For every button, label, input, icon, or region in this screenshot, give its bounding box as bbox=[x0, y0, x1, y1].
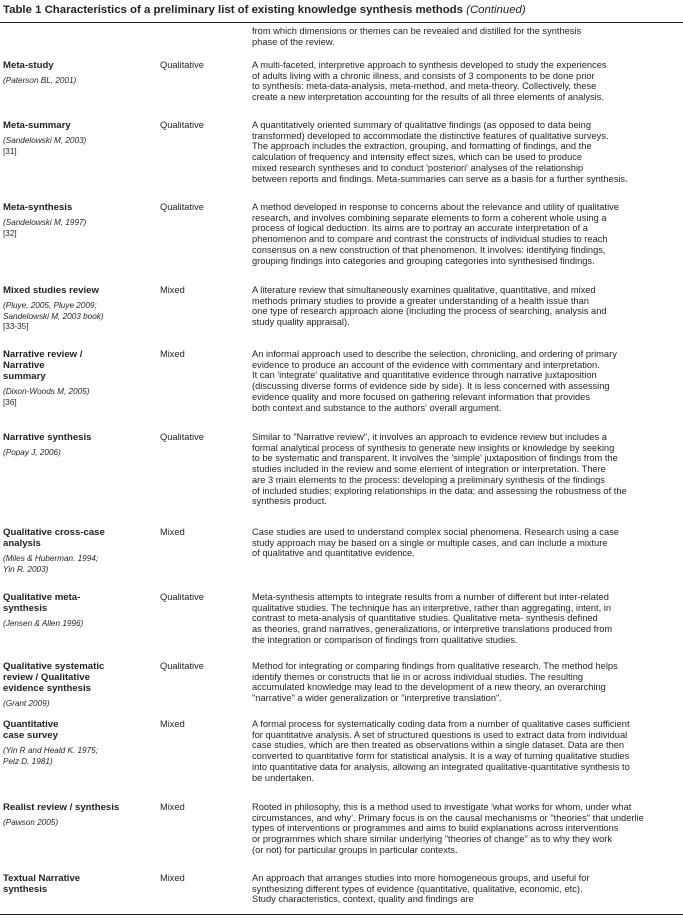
method-name: Textual Narrative bbox=[3, 873, 81, 884]
description-line: one type of research approach alone (including the process of searching, analysis and bbox=[252, 306, 607, 317]
description-line: A method developed in response to concerns about the relevance and utility of qualitative bbox=[252, 202, 619, 212]
method-description bbox=[252, 527, 680, 559]
method-description bbox=[252, 719, 680, 783]
description-line: the integration or comparison of findings from qualitative studies. bbox=[252, 634, 518, 645]
description-line: as theories, grand narratives, generalizations, or interpretive translations produced from bbox=[252, 624, 613, 635]
description-line: mixed research syntheses and to conduct 'posteriori' analyses of the relationship bbox=[252, 162, 584, 173]
description-line: to synthesis: meta-data-analysis, meta-method, and meta-theory. Collectively, these bbox=[252, 81, 597, 92]
method-name: Qualitative cross-case bbox=[3, 527, 105, 538]
method-cell bbox=[3, 349, 153, 408]
citation-line bbox=[3, 398, 153, 409]
description-line: study quality appraisal). bbox=[252, 317, 350, 328]
method-reference: (Paterson BL, 2001) bbox=[3, 76, 77, 85]
description-line: of included studies; exploring relationships in the data; and assessing the robustness of the bbox=[252, 485, 627, 496]
description-line: Rooted in philosophy, this is a method used to investigate 'what works for whom, under what bbox=[252, 802, 632, 812]
description-line: phenomenon and to compare and contrast the constructs of individual studies to reach bbox=[252, 234, 608, 245]
description-line: are 3 main elements to the process: developing a preliminary synthesis of the findings bbox=[252, 474, 605, 485]
description-line: types of interventions or programmes and aims to build explanations across interventions bbox=[252, 823, 619, 834]
method-description bbox=[252, 432, 680, 507]
method-description bbox=[252, 349, 680, 413]
synthesis-type: Qualitative bbox=[160, 592, 204, 602]
description-line: evidence to produce an account of the evidence with commentary and interpretation. bbox=[252, 359, 600, 370]
description-line: study approach may be based on a single or multiple cases, and can include a mixture bbox=[252, 537, 608, 548]
description-line: circumstances, and why'. Primary focus is on the causal mechanisms or "theories" that underlie bbox=[252, 812, 644, 823]
synthesis-type: Mixed bbox=[160, 527, 185, 537]
method-name: analysis bbox=[3, 538, 41, 549]
description-line: It can 'integrate' qualitative and quantitative evidence through narrative juxtaposition bbox=[252, 370, 597, 381]
method-name: Qualitative systematic bbox=[3, 661, 105, 672]
method-cell bbox=[3, 873, 153, 895]
description-line: identify themes or constructs that lie in or across individual studies. The resulting bbox=[252, 671, 584, 682]
citation-line bbox=[3, 147, 153, 158]
method-reference: (Miles & Huberman. 1994; bbox=[3, 554, 99, 563]
continued-description bbox=[252, 26, 680, 47]
citation-number: [31] bbox=[3, 146, 17, 156]
synthesis-type: Mixed bbox=[160, 349, 185, 359]
description-line: contrast to meta-analysis of quantitative studies. Qualitative meta- synthesis defined bbox=[252, 613, 598, 624]
description-line: or programmes which share similar underlying "theories of change" as to why they work bbox=[252, 834, 613, 845]
synthesis-type: Qualitative bbox=[160, 60, 204, 70]
description-line: to be systematic and transparent. It involves the 'simple' juxtaposition of findings from the bbox=[252, 453, 618, 464]
method-description bbox=[252, 661, 680, 704]
method-reference: (Yin R and Heald K. 1975; bbox=[3, 746, 98, 755]
method-name: Quantitative bbox=[3, 719, 59, 730]
description-line: case studies, which are then treated as observations within a single dataset. Data are then bbox=[252, 740, 625, 751]
synthesis-type: Mixed bbox=[160, 802, 185, 812]
method-name: Meta-summary bbox=[3, 120, 71, 131]
description-line: Study characteristics, context, quality and findings are bbox=[252, 894, 474, 905]
method-name: summary bbox=[3, 371, 46, 382]
method-name: synthesis bbox=[3, 884, 48, 895]
method-reference: (Grant 2009) bbox=[3, 699, 50, 708]
method-name: Narrative bbox=[3, 360, 45, 371]
description-line: grouping findings into categories and grouping categories into synthesised findings. bbox=[252, 255, 595, 266]
description-line: qualitative studies. The technique has an interpretive, rather than aggregating, intent, in bbox=[252, 602, 612, 613]
method-cell bbox=[3, 120, 153, 157]
description-line: A literature review that simultaneously examines qualitative, quantitative, and mixed bbox=[252, 285, 596, 295]
method-cell bbox=[3, 719, 153, 767]
description-line: "narrative" a wider generalization or "interpretive translation". bbox=[252, 693, 502, 704]
method-description bbox=[252, 873, 680, 905]
table-caption bbox=[3, 3, 681, 17]
description-line: consensus on a new construction of that phenomenon. It involves: identifying findings, bbox=[252, 244, 606, 255]
description-line: between reports and findings. Meta-summaries can serve as a basis for a further synthesis. bbox=[252, 173, 628, 184]
synthesis-type: Mixed bbox=[160, 285, 185, 295]
method-description bbox=[252, 592, 680, 646]
description-line: process of logical deduction. Its aims are to portray an accurate interpretation of a bbox=[252, 223, 588, 234]
bottom-rule bbox=[0, 914, 683, 915]
caption-continued: (Continued) bbox=[466, 4, 526, 16]
method-reference: (Popay J, 2006) bbox=[3, 448, 61, 457]
description-line: The approach includes the extraction, grouping, and formatting of findings, and the bbox=[252, 141, 592, 152]
method-name: Narrative review / bbox=[3, 349, 83, 360]
description-line: accumulated knowledge may lead to the development of a new theory, an overarching bbox=[252, 682, 606, 693]
description-line: create a new interpretation accounting for the results of all three elements of analysis. bbox=[252, 92, 604, 103]
description-line: be undertaken. bbox=[252, 772, 315, 783]
method-reference: (Pawson 2005) bbox=[3, 818, 59, 827]
method-reference: Sandelowski M, 2003 book) bbox=[3, 311, 104, 321]
description-line: (discussing diverse forms of evidence side by side). It is less concerned with assessing bbox=[252, 381, 610, 392]
method-cell bbox=[3, 432, 153, 459]
method-name: Realist review / synthesis bbox=[3, 802, 120, 813]
caption-title: Table 1 Characteristics of a preliminary list of existing knowledge synthesis methods bbox=[3, 4, 463, 16]
description-line: formal analytical process of synthesis to generate new insights or knowledge by seeking bbox=[252, 442, 615, 453]
method-name: Qualitative meta- bbox=[3, 592, 81, 603]
method-cell bbox=[3, 592, 153, 630]
method-name: synthesis bbox=[3, 603, 48, 614]
citation-number: [36] bbox=[3, 397, 17, 407]
description-line: for quantitative analysis. A set of structured questions is used to extract data from individual bbox=[252, 729, 628, 740]
method-reference: (Sandelowski M, 1997) bbox=[3, 218, 87, 227]
description-line: An approach that arranges studies into more homogeneous groups, and useful for bbox=[252, 873, 590, 883]
top-rule bbox=[0, 22, 683, 23]
description-line: from which dimensions or themes can be revealed and distilled for the synthesis bbox=[252, 26, 582, 36]
method-name: review / Qualitative bbox=[3, 672, 90, 683]
method-cell bbox=[3, 202, 153, 239]
method-description bbox=[252, 802, 680, 856]
description-line: studies included in the review and some element of integration or interpretation. There bbox=[252, 464, 606, 475]
description-line: into quantitative data for analysis, allowing an integrated qualitative-quantitative synthesis to bbox=[252, 761, 630, 772]
synthesis-type: Mixed bbox=[160, 873, 185, 883]
description-line: A formal process for systematically coding data from a number of qualitative cases sufficient bbox=[252, 719, 630, 729]
method-reference: (Pluye, 2005, Pluye 2009; bbox=[3, 301, 97, 310]
description-line: (or not) for particular groups in particular contexts. bbox=[252, 844, 458, 855]
description-line: converted to quantitative form for statistical analysis. It is a way of turning qualitative studies bbox=[252, 751, 630, 762]
description-line: of qualitative and quantitative evidence. bbox=[252, 548, 415, 559]
synthesis-type: Qualitative bbox=[160, 661, 204, 671]
description-line: An informal approach used to describe the selection, chronicling, and ordering of primary bbox=[252, 349, 617, 359]
citation-number: [32] bbox=[3, 228, 17, 238]
method-description bbox=[252, 285, 680, 328]
method-reference: (Dixon-Woods M, 2005) bbox=[3, 387, 90, 396]
method-description bbox=[252, 120, 680, 184]
method-name: Mixed studies review bbox=[3, 285, 99, 296]
method-name: Narrative synthesis bbox=[3, 432, 92, 443]
method-description bbox=[252, 60, 680, 103]
synthesis-type: Qualitative bbox=[160, 120, 204, 130]
method-cell bbox=[3, 285, 153, 333]
description-line: synthesis product. bbox=[252, 496, 327, 507]
method-cell bbox=[3, 802, 153, 829]
method-reference: Pelz D. 1981) bbox=[3, 756, 53, 766]
description-line: Case studies are used to understand complex social phenomena. Research using a case bbox=[252, 527, 619, 537]
description-line: synthesizing different types of evidence (quantitative, qualitative, economic, etc). bbox=[252, 883, 583, 894]
method-name: Meta-study bbox=[3, 60, 54, 71]
description-line: Meta-synthesis attempts to integrate results from a number of different but inter-related bbox=[252, 592, 609, 602]
description-line: evidence quality and more focused on gathering relevant information that provides bbox=[252, 391, 590, 402]
method-reference: (Jensen & Allen 1996) bbox=[3, 619, 84, 628]
method-name: evidence synthesis bbox=[3, 683, 91, 694]
method-cell bbox=[3, 661, 153, 710]
citation-number: [33-35] bbox=[3, 322, 29, 331]
synthesis-type: Mixed bbox=[160, 719, 185, 729]
method-cell bbox=[3, 527, 153, 575]
synthesis-type: Qualitative bbox=[160, 202, 204, 212]
description-line: of adults living with a chronic illness, and consists of 3 components to be done prior bbox=[252, 70, 595, 81]
method-name: case survey bbox=[3, 730, 58, 741]
description-line: A multi-faceted, interpretive approach to synthesis developed to study the experiences bbox=[252, 60, 607, 70]
description-line: A quantitatively oriented summary of qualitative findings (as opposed to data being bbox=[252, 120, 592, 130]
method-name: Meta-synthesis bbox=[3, 202, 73, 213]
citation-line bbox=[3, 322, 153, 333]
description-line: phase of the review. bbox=[252, 36, 335, 47]
description-line: research, and involves combining separate elements to form a coherent whole using a bbox=[252, 212, 607, 223]
description-line: transformed) developed to accommodate the distinctive features of qualitative surveys. bbox=[252, 130, 609, 141]
description-line: Similar to "Narrative review", it involves an approach to evidence review but includes a bbox=[252, 432, 607, 442]
method-reference: Yin R. 2003) bbox=[3, 564, 49, 574]
citation-line bbox=[3, 229, 153, 240]
description-line: calculation of frequency and intensity effect sizes, which can be used to produce bbox=[252, 152, 583, 163]
method-reference: (Sandelowski M, 2003) bbox=[3, 136, 87, 145]
description-line: both context and substance to the authors' overall argument. bbox=[252, 402, 502, 413]
synthesis-type: Qualitative bbox=[160, 432, 204, 442]
description-line: methods primary studies to provide a greater understanding of a health issue than bbox=[252, 295, 589, 306]
description-line: Method for integrating or comparing findings from qualitative research. The method helps bbox=[252, 661, 618, 671]
method-cell bbox=[3, 60, 153, 87]
method-description bbox=[252, 202, 680, 266]
